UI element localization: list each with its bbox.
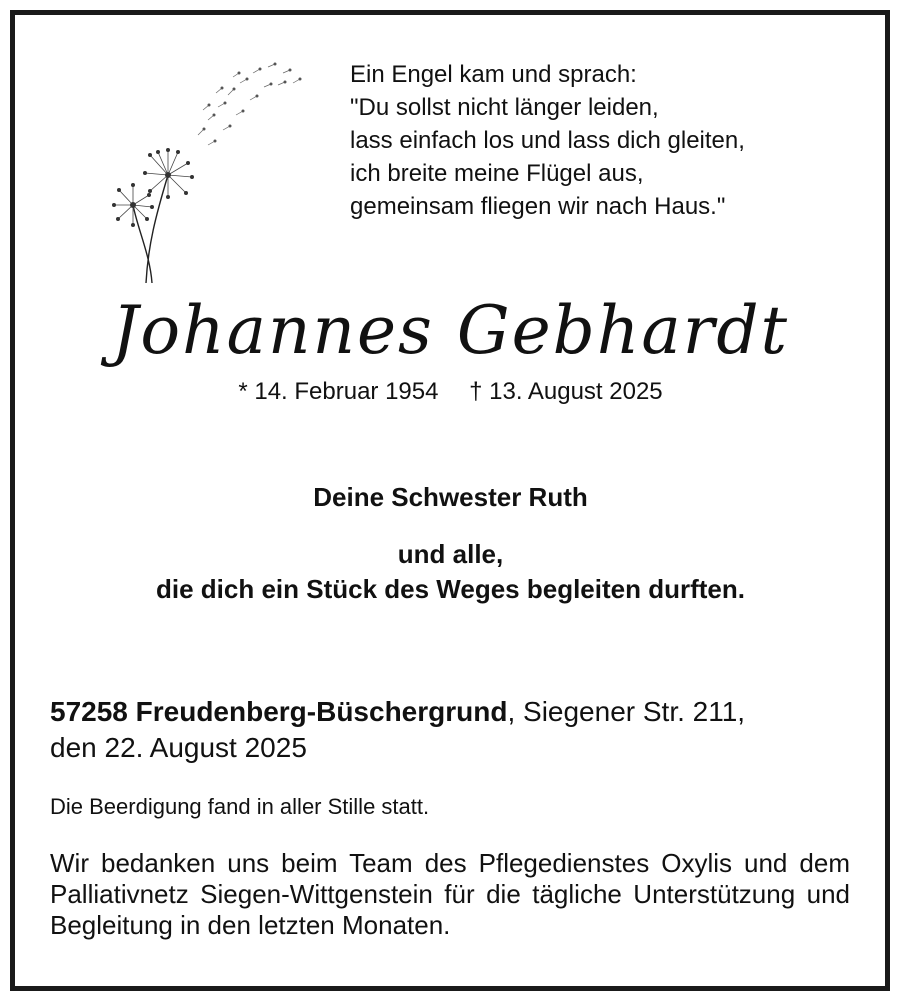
address-place: 57258 Freudenberg-Büschergrund: [50, 696, 508, 727]
poem-line: lass einfach los und lass dich gleiten,: [350, 127, 745, 154]
death-date: † 13. August 2025: [469, 378, 663, 405]
poem-line: "Du sollst nicht länger leiden,: [350, 94, 659, 121]
mourner-line-1: und alle,: [397, 539, 504, 569]
poem: [350, 58, 745, 223]
mourner-primary: Deine Schwester Ruth: [313, 482, 588, 512]
funeral-note: Die Beerdigung fand in aller Stille statt.: [50, 794, 430, 819]
deceased-name: Johannes Gebhardt: [111, 292, 790, 369]
poem-line: gemeinsam fliegen wir nach Haus.": [350, 193, 726, 220]
life-dates: [0, 378, 901, 406]
poem-line: ich breite meine Flügel aus,: [350, 160, 644, 187]
address-street: , Siegener Str. 211,: [507, 696, 746, 727]
address-date: den 22. August 2025: [50, 732, 307, 763]
dandelion-icon: [108, 55, 308, 285]
address-block: [50, 694, 745, 766]
poem-line: Ein Engel kam und sprach:: [350, 61, 637, 88]
thanks-text: Wir bedanken uns beim Team des Pflegedienstes Oxylis und dem Palliativnetz Siegen-Wittgenstein für die tägliche Unterstützung und Begleitung in den letzten Monaten.: [50, 848, 850, 940]
mourner-line-2: die dich ein Stück des Weges begleiten durften.: [156, 574, 745, 604]
birth-date: * 14. Februar 1954: [238, 378, 439, 405]
